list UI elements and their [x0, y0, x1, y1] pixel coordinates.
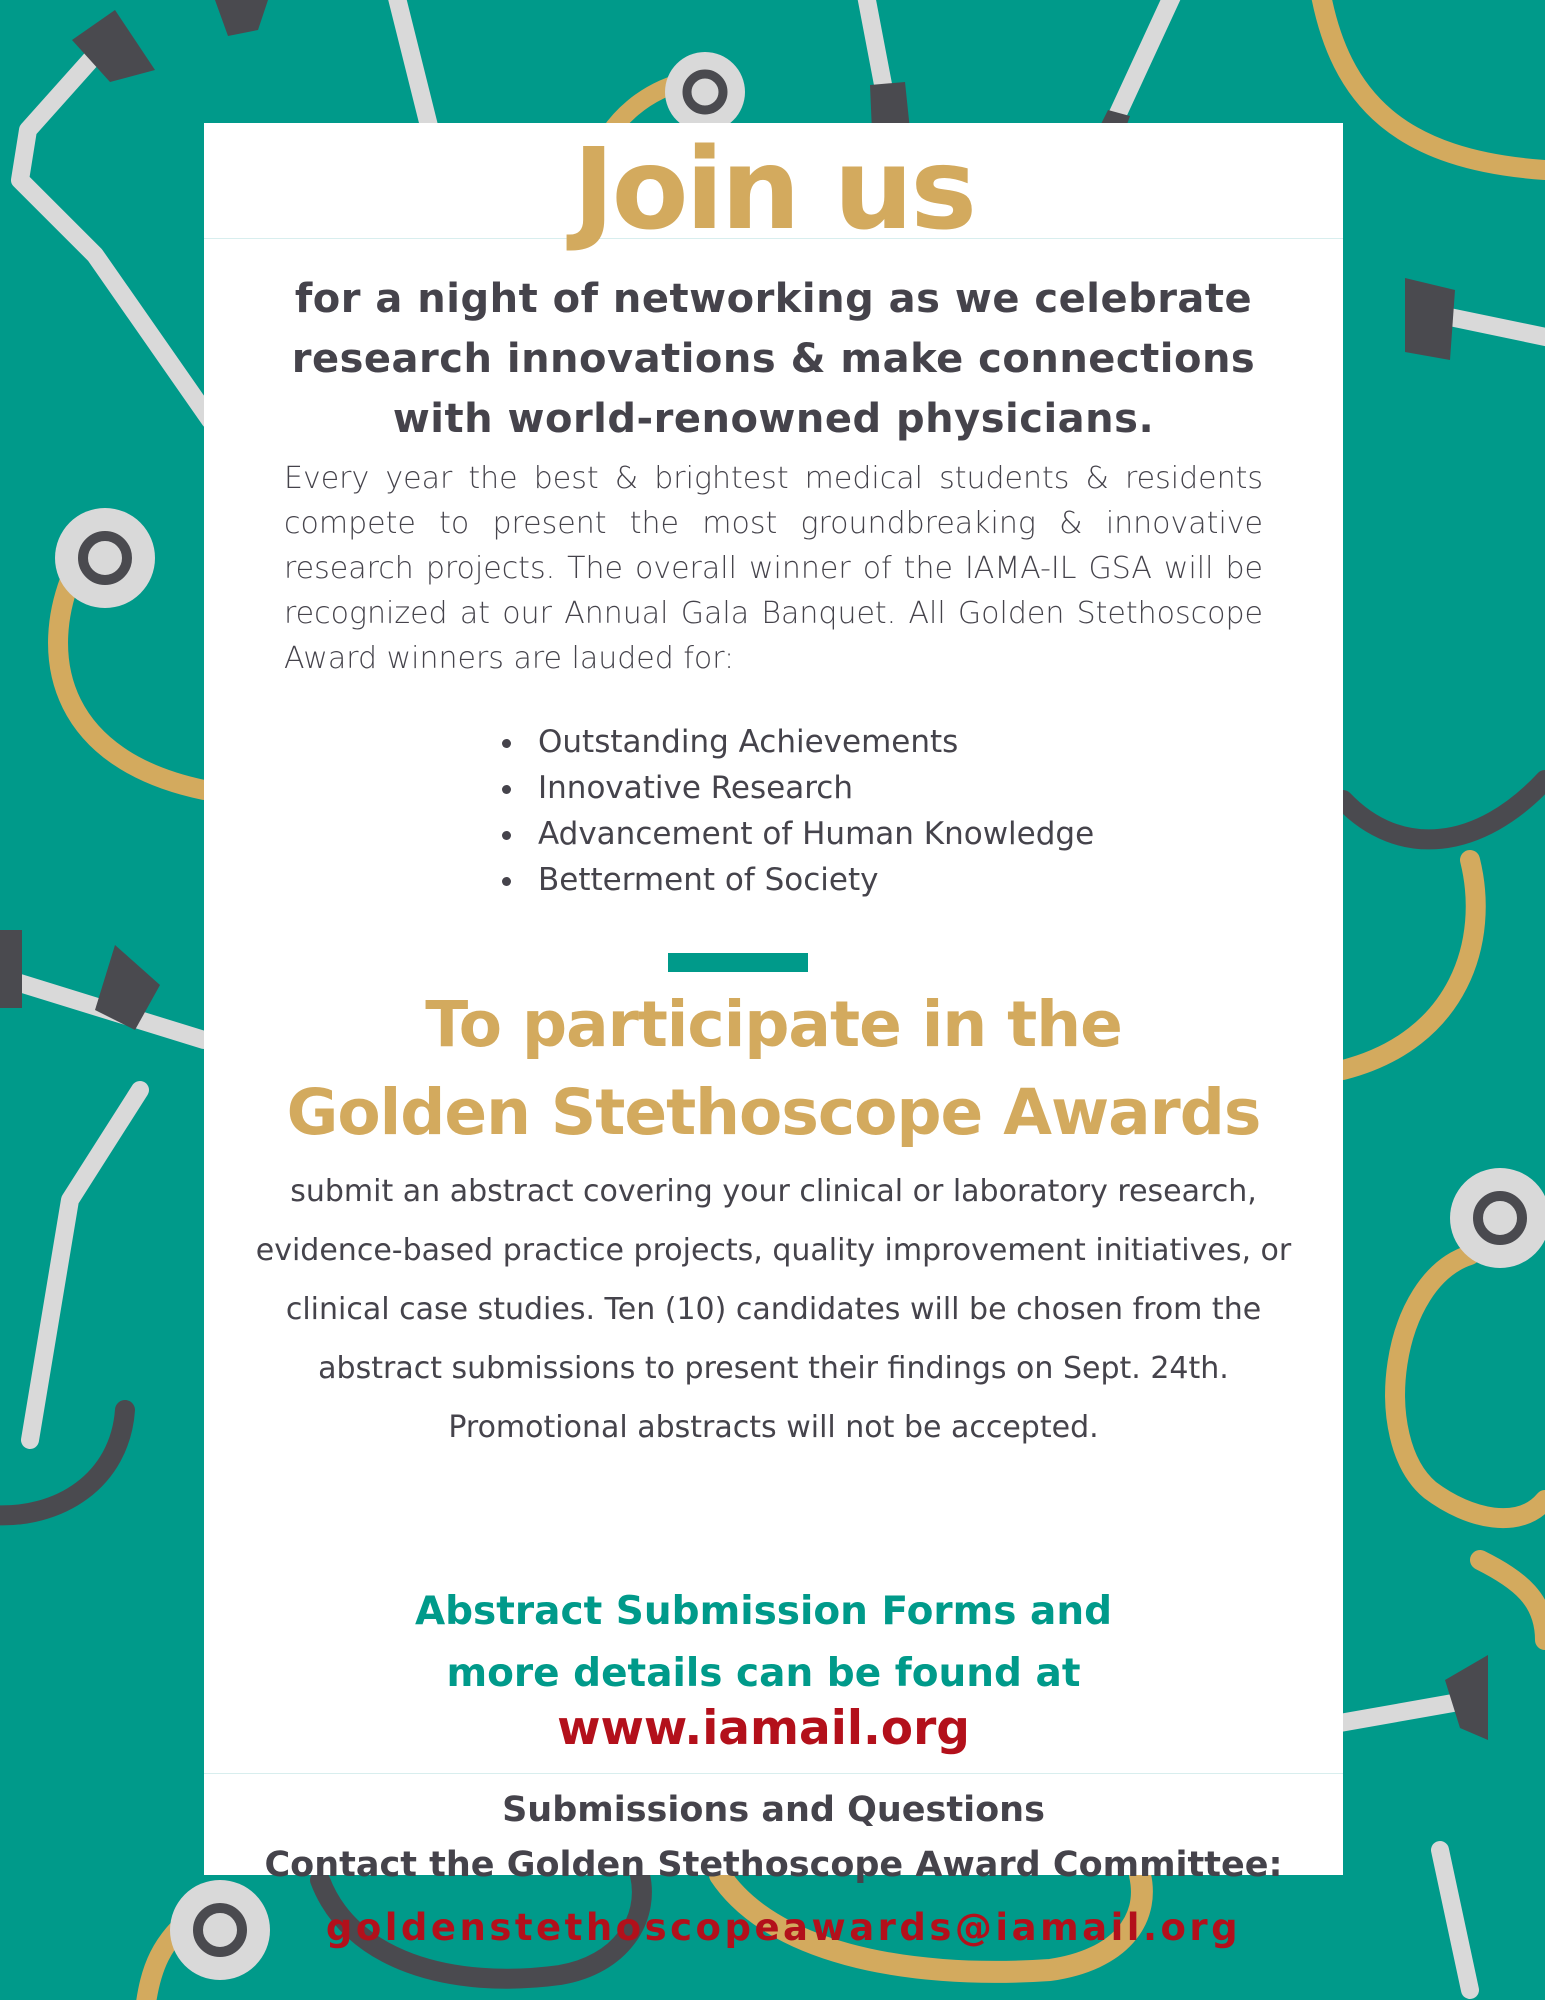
forms-info — [184, 1581, 1343, 1705]
participate-heading-line: To participate in the — [425, 988, 1122, 1061]
submission-line: Promotional abstracts will not be accepted. — [448, 1410, 1099, 1445]
intro-line: research innovations & make connections — [291, 336, 1256, 382]
submission-paragraph — [224, 1162, 1323, 1457]
contact-line: Submissions and Questions — [502, 1790, 1045, 1830]
submission-line: evidence-based practice projects, quality improvement initiatives, or — [255, 1233, 1292, 1268]
awards-criteria-list — [500, 719, 1094, 903]
flyer-card — [204, 123, 1343, 1949]
contact-divider-line — [204, 1773, 1343, 1774]
list-item: Outstanding Achievements — [500, 719, 1094, 765]
section-divider-bar — [668, 953, 808, 972]
list-item: Advancement of Human Knowledge — [500, 811, 1094, 857]
participate-heading — [204, 981, 1343, 1157]
intro-line: with world-renowned physicians. — [392, 396, 1155, 442]
description-paragraph: Every year the best & brightest medical students & residents compete to present the most groundbreaking & innovative research projects. The overall winner of the IAMA-IL GSA will be recognized at our Annual Gala Banquet. All Golden Stethoscope Award winners are lauded for: — [284, 461, 1263, 676]
intro-line: for a night of networking as we celebrate — [294, 276, 1253, 322]
submission-line: submit an abstract covering your clinical or laboratory research, — [290, 1174, 1257, 1209]
list-item: Betterment of Society — [500, 857, 1094, 903]
flyer-title: Join us — [572, 125, 975, 255]
submission-line: abstract submissions to present their findings on Sept. 24th. — [318, 1351, 1229, 1386]
list-item: Innovative Research — [500, 765, 1094, 811]
email-link[interactable]: goldenstethoscopeawards@iamail.org — [325, 1906, 1242, 1949]
contact-line: Contact the Golden Stethoscope Award Committee: — [264, 1845, 1283, 1885]
participate-heading-line: Golden Stethoscope Awards — [286, 1076, 1261, 1149]
forms-info-line: Abstract Submission Forms and — [414, 1589, 1113, 1634]
website-link[interactable]: www.iamail.org — [557, 1701, 970, 1756]
contact-heading — [204, 1783, 1343, 1893]
submission-line: clinical case studies. Ten (10) candidates will be chosen from the — [285, 1292, 1262, 1327]
forms-info-line: more details can be found at — [446, 1651, 1081, 1696]
intro-heading — [264, 269, 1283, 449]
